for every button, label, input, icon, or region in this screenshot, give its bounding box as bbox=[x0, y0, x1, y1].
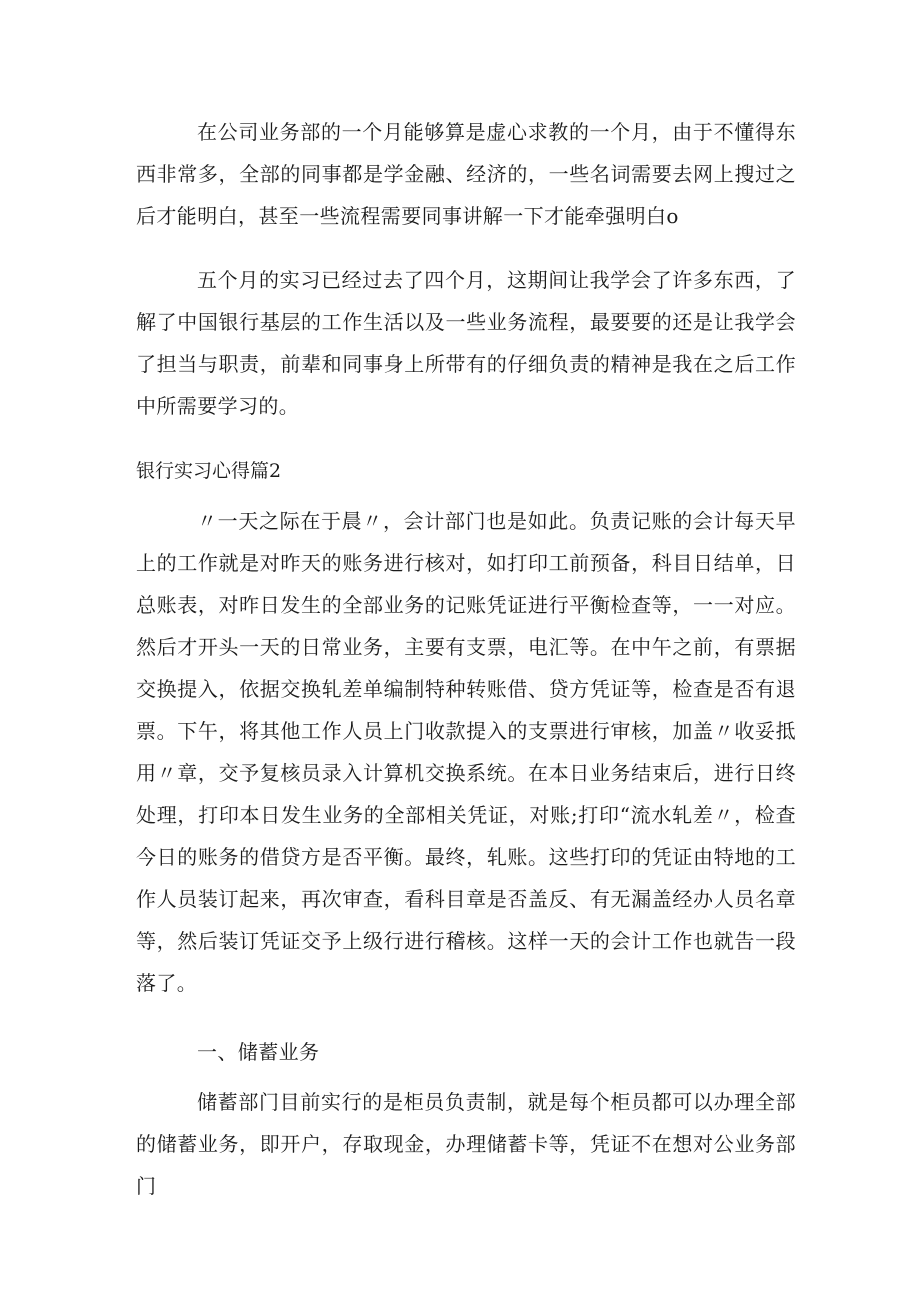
paragraph-internship-summary: 五个月的实习已经过去了四个月，这期间让我学会了许多东西，了解了中国银行基层的工作生活以及一些业务流程，最要要的还是让我学会了担当与职责，前辈和同事身上所带有的仔细负责的精神是我在之后工作中所需要学习的。 bbox=[136, 268, 796, 418]
paragraph-accounting-dept: 〃一天之际在于晨〃，会计部门也是如此。负责记账的会计每天早上的工作就是对昨天的账务进行核对，如打印工前预备，科目日结单，日总账表，对昨日发生的全部业务的记账凭证进行平衡检查等，一一对应。然后才开头一天的日常业务，主要有支票，电汇等。在中午之前，有票据交换提入，依据交换轧差单编制特种转账借、贷方凭证等，检查是否有退票。下午，将其他工作人员上门收款提入的支票进行审核，加盖〃收妥抵用〃章，交予复核员录入计算机交换系统。在本日业务结束后，进行日终处理，打印本日发生业务的全部相关凭证，对账;打印“流水轧差〃，检查今日的账务的借贷方是否平衡。最终，轧账。这些打印的凭证由特地的工作人员装订起来，再次审查，看科目章是否盖反、有无漏盖经办人员名章等，然后装订凭证交予上级行进行稽核。这样一天的会计工作也就告一段落了。 bbox=[136, 509, 796, 995]
paragraph-savings-dept: 储蓄部门目前实行的是柜员负责制，就是每个柜员都可以办理全部的储蓄业务，即开户，存取现金，办理储蓄卡等，凭证不在想对公业务部门 bbox=[136, 1090, 796, 1198]
section-heading: 银行实习心得篇2 bbox=[136, 460, 282, 482]
paragraph-business-dept: 在公司业务部的一个月能够算是虚心求教的一个月，由于不懂得东西非常多，全部的同事都是学金融、经济的，一些名词需要去网上搜过之后才能明白，甚至一些流程需要同事讲解一下才能牵强明白o bbox=[136, 120, 796, 228]
subsection-heading-savings: 一、储蓄业务 bbox=[197, 1040, 320, 1064]
